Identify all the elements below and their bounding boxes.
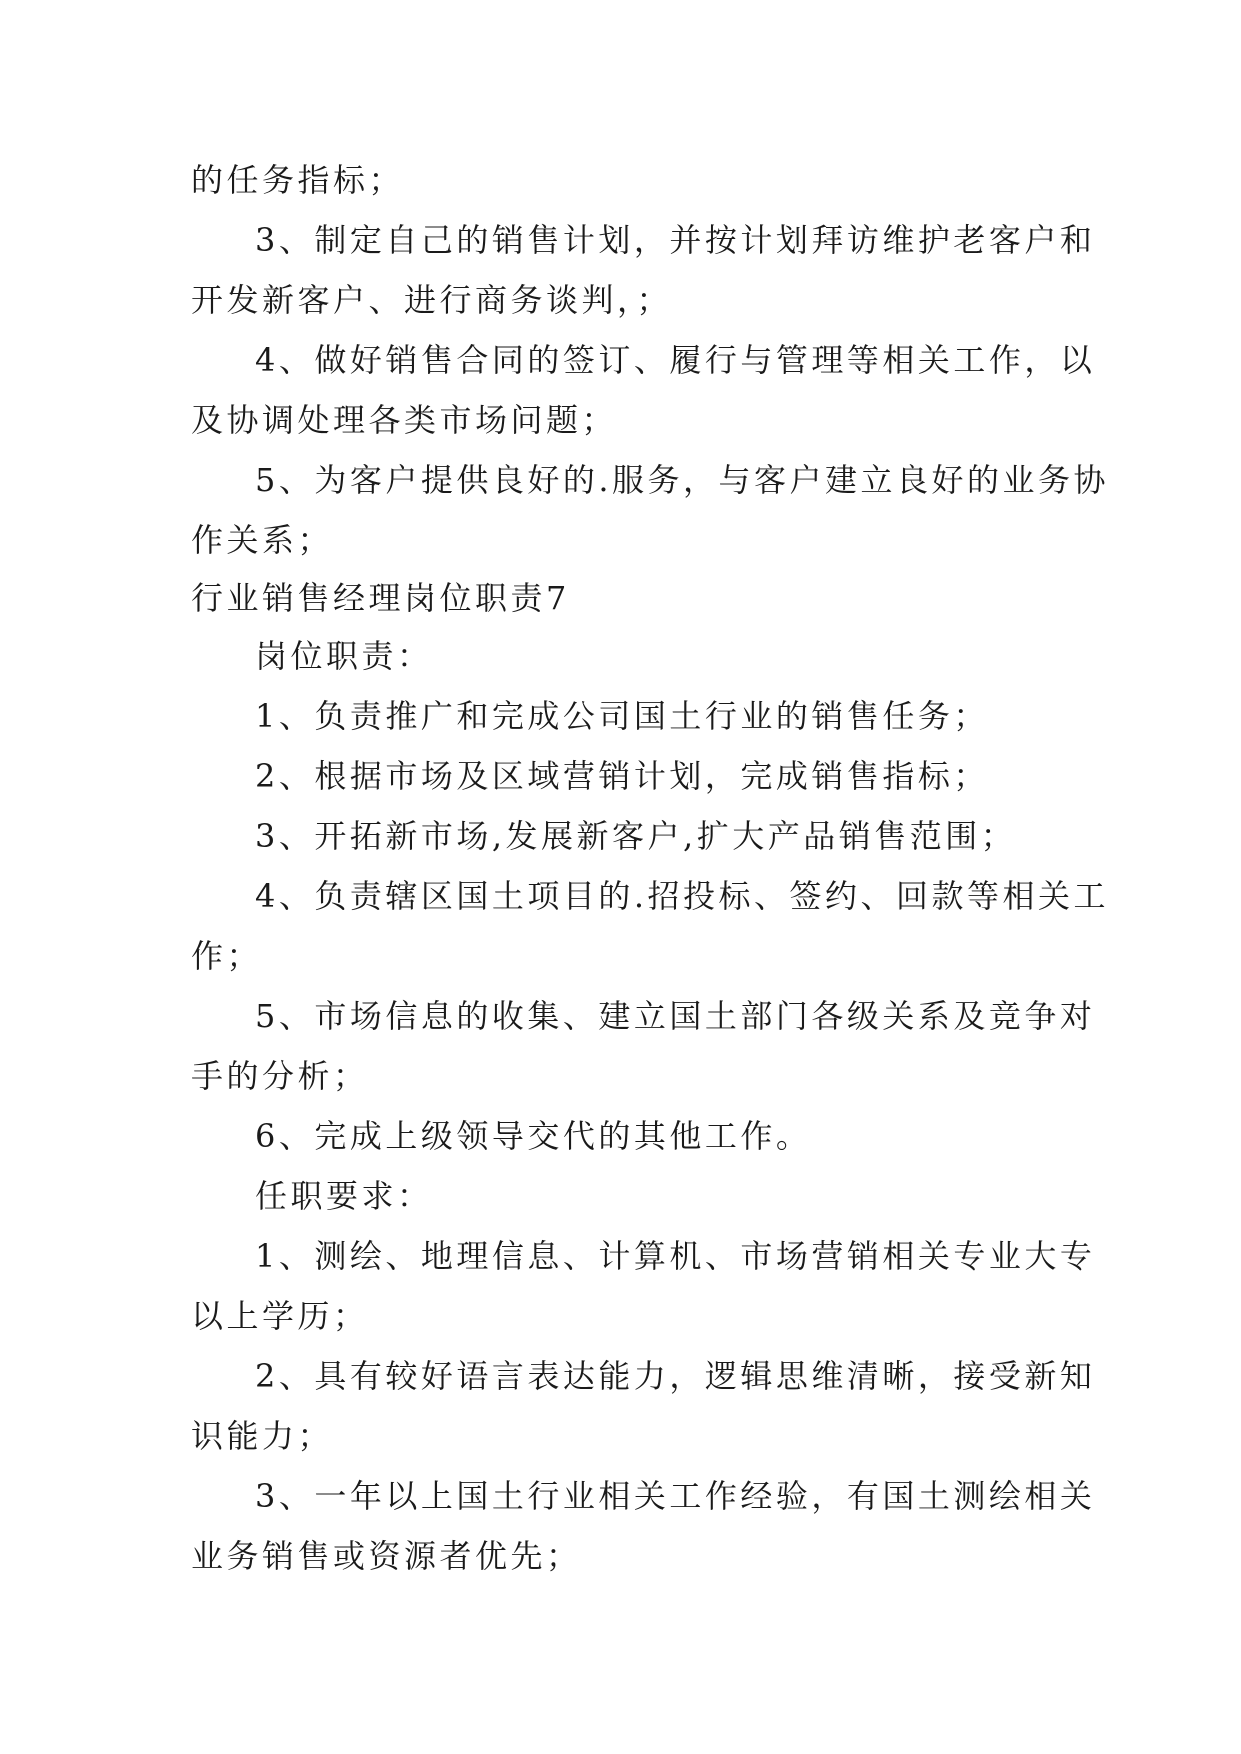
text-line: 3、制定自己的销售计划，并按计划拜访维护老客户和 — [255, 221, 1096, 259]
text-line: 4、做好销售合同的签订、履行与管理等相关工作，以 — [255, 341, 1096, 379]
text-line: 识能力； — [191, 1417, 334, 1455]
text-line: 开发新客户、进行商务谈判，； — [191, 281, 673, 319]
text-line: 1、测绘、地理信息、计算机、市场营销相关专业大专 — [255, 1237, 1096, 1275]
text-line: 业务销售或资源者优先； — [191, 1537, 582, 1575]
text-line: 1、负责推广和完成公司国土行业的销售任务； — [255, 697, 989, 735]
text-line: 5、为客户提供良好的.服务，与客户建立良好的业务协 — [255, 461, 1110, 499]
text-line: 作关系； — [191, 521, 334, 559]
text-line: 6、完成上级领导交代的其他工作。 — [255, 1117, 812, 1155]
text-line: 3、一年以上国土行业相关工作经验，有国土测绘相关 — [255, 1477, 1096, 1515]
text-line: 5、市场信息的收集、建立国土部门各级关系及竞争对 — [255, 997, 1096, 1035]
text-line: 3、开拓新市场,发展新客户,扩大产品销售范围； — [255, 817, 1017, 855]
subheading-duties: 岗位职责： — [255, 637, 433, 675]
text-line: 4、负责辖区国土项目的.招投标、签约、回款等相关工 — [255, 877, 1110, 915]
text-line: 作； — [191, 937, 263, 975]
text-line: 的任务指标； — [191, 161, 405, 199]
section-heading: 行业销售经理岗位职责7 — [191, 579, 570, 617]
text-line: 手的分析； — [191, 1057, 369, 1095]
text-line: 2、根据市场及区域营销计划，完成销售指标； — [255, 757, 989, 795]
text-line: 2、具有较好语言表达能力，逻辑思维清晰，接受新知 — [255, 1357, 1096, 1395]
text-line: 以上学历； — [191, 1297, 369, 1335]
subheading-requirements: 任职要求： — [255, 1177, 433, 1215]
text-line: 及协调处理各类市场问题； — [191, 401, 618, 439]
